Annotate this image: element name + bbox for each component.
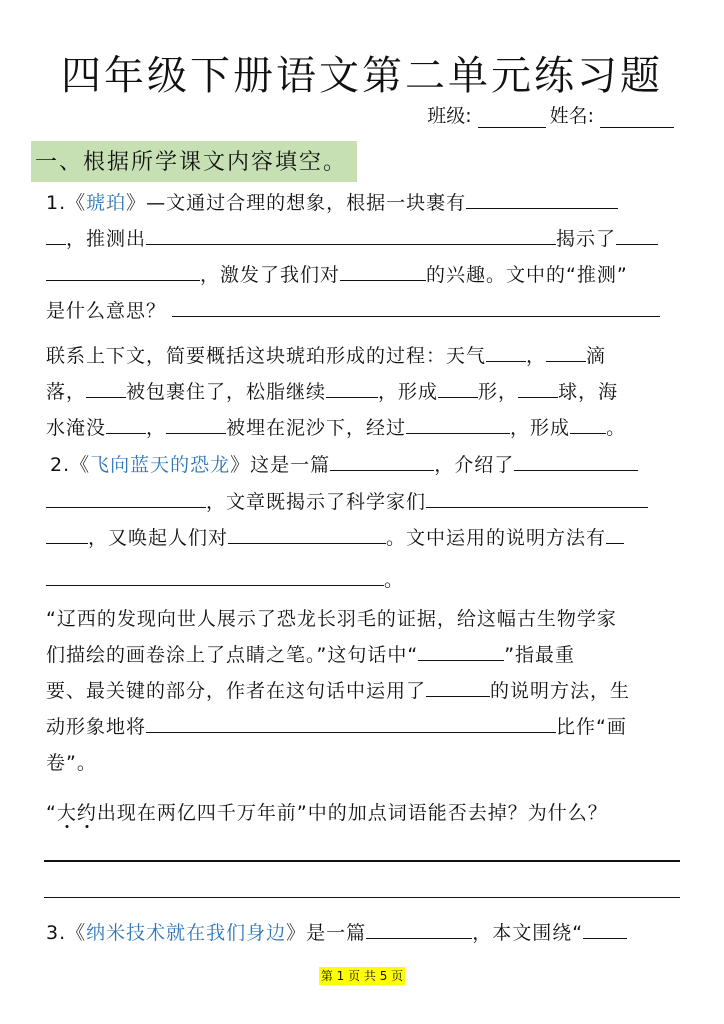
q1-text: 是什么意思？ xyxy=(46,300,167,322)
q2-line-2 xyxy=(46,484,682,520)
question-1-process xyxy=(46,338,682,446)
q2-text: ，介绍了 xyxy=(434,454,515,476)
q3-book-close: 》 xyxy=(286,922,307,944)
q1-text: ，激发了我们对 xyxy=(200,264,341,286)
q2-text: 要、最关键的部分，作者在这句话中运用了 xyxy=(46,680,427,702)
dotted-word: 大 xyxy=(56,802,77,824)
q1-text: ， xyxy=(526,345,547,367)
q2-book-close: 》 xyxy=(230,454,251,476)
q2-line-1 xyxy=(50,447,686,483)
blank[interactable] xyxy=(46,222,66,245)
q2-text: ，文章既揭示了科学家们 xyxy=(206,491,427,513)
blank[interactable] xyxy=(570,411,606,434)
q2-text: ，又唤起人们对 xyxy=(88,527,229,549)
blank[interactable] xyxy=(426,485,648,508)
q1-line-3 xyxy=(46,257,682,293)
blank[interactable] xyxy=(330,448,434,471)
q2-text: 比作“画 xyxy=(556,716,627,738)
class-name-fields xyxy=(427,101,678,128)
q1-text: 滴 xyxy=(586,345,607,367)
q2-text: 动形象地将 xyxy=(46,716,147,738)
q1-text: 的兴趣。文中的“推测” xyxy=(426,264,628,286)
q2-text: 们描绘的画卷涂上了点睛之笔。”这句话中“ xyxy=(46,644,419,666)
blank[interactable] xyxy=(46,521,88,544)
blank[interactable] xyxy=(518,375,558,398)
q2-book-title: 飞向蓝天的恐龙 xyxy=(90,454,231,476)
q2-text: 的说明方法，生 xyxy=(490,680,631,702)
blank[interactable] xyxy=(166,411,226,434)
page-title: 四年级下册语文第二单元练习题 xyxy=(61,53,663,99)
blank[interactable] xyxy=(146,222,556,245)
q2-quote-question xyxy=(46,601,682,781)
q1-process-line-2 xyxy=(46,374,682,410)
q2-dot-line xyxy=(46,795,682,831)
blank[interactable] xyxy=(616,222,658,245)
answer-line-2[interactable] xyxy=(44,897,680,898)
blank[interactable] xyxy=(583,916,627,939)
blank[interactable] xyxy=(106,411,146,434)
blank[interactable] xyxy=(46,485,206,508)
blank[interactable] xyxy=(146,710,556,733)
blank[interactable] xyxy=(418,638,504,661)
blank[interactable] xyxy=(228,521,386,544)
q1-book-close: 》 xyxy=(126,192,147,214)
blank[interactable] xyxy=(172,294,660,317)
blank[interactable] xyxy=(46,563,384,586)
blank[interactable] xyxy=(366,916,472,939)
question-1 xyxy=(46,185,682,329)
name-label: 姓名: xyxy=(549,105,594,127)
q2-line-4 xyxy=(46,562,682,598)
blank[interactable] xyxy=(340,258,426,281)
blank[interactable] xyxy=(514,448,638,471)
page-footer xyxy=(0,965,724,984)
q1-text: 落， xyxy=(46,381,87,403)
page-indicator: 第 1 页 共 5 页 xyxy=(320,969,404,983)
q3-number: 3.《 xyxy=(46,922,87,944)
q1-text: 水淹没 xyxy=(46,417,107,439)
blank[interactable] xyxy=(406,411,510,434)
q2-quote-line-5: 卷”。 xyxy=(46,752,97,774)
q2-line-3 xyxy=(46,520,682,556)
q1-number: 1.《 xyxy=(46,192,87,214)
q2-text: 这是一篇 xyxy=(250,454,331,476)
q2-dot-question xyxy=(46,795,682,831)
q1-text: 。 xyxy=(606,417,627,439)
q2-text: 出现在两亿四千万年前”中的加点词语能否去掉？为什么？ xyxy=(96,802,608,824)
q2-text: “ xyxy=(46,802,57,824)
name-blank[interactable] xyxy=(600,107,674,128)
q1-line-2 xyxy=(46,221,682,257)
q3-text: 是一篇 xyxy=(306,922,367,944)
q1-book-title: 琥珀 xyxy=(86,192,127,214)
q3-text: ，本文围绕“ xyxy=(472,922,584,944)
q1-process-line-1 xyxy=(46,338,682,374)
q2-quote-line-3 xyxy=(46,673,682,709)
q1-text: 球，海 xyxy=(558,381,619,403)
question-3 xyxy=(46,915,682,951)
q1-text: ， xyxy=(146,417,167,439)
blank[interactable] xyxy=(326,375,378,398)
q1-line-1 xyxy=(46,185,682,221)
q1-text: ，形成 xyxy=(378,381,439,403)
q2-text: 。 xyxy=(384,569,405,591)
q2-quote-line-1: “辽西的发现向世人展示了恐龙长羽毛的证据，给这幅古生物学家 xyxy=(46,608,617,630)
blank[interactable] xyxy=(426,674,490,697)
q1-text: ，推测出 xyxy=(66,228,147,250)
q1-process-line-3 xyxy=(46,410,682,446)
blank[interactable] xyxy=(46,258,200,281)
q2-quote-line-2 xyxy=(46,637,682,673)
q2-text: 。文中运用的说明方法有 xyxy=(386,527,607,549)
q1-text: 被包裹住了，松脂继续 xyxy=(126,381,327,403)
q3-line-1 xyxy=(46,915,682,951)
q1-text: —文通过合理的想象，根据一块裹有 xyxy=(146,192,467,214)
answer-line-1[interactable] xyxy=(44,860,680,862)
q1-text: 联系上下文，简要概括这块琥珀形成的过程：天气 xyxy=(46,345,487,367)
blank[interactable] xyxy=(606,521,624,544)
q1-text: 形， xyxy=(478,381,519,403)
question-2 xyxy=(50,447,686,483)
section-heading: 一、根据所学课文内容填空。 xyxy=(31,141,357,182)
q1-text: 被埋在泥沙下，经过 xyxy=(226,417,407,439)
blank[interactable] xyxy=(438,375,478,398)
blank[interactable] xyxy=(466,186,618,209)
dotted-word: 约 xyxy=(76,802,97,824)
class-blank[interactable] xyxy=(478,107,546,128)
question-2-cont xyxy=(46,484,682,598)
q2-text: ”指最重 xyxy=(504,644,576,666)
class-label: 班级: xyxy=(427,105,472,127)
q3-book-title: 纳米技术就在我们身边 xyxy=(86,922,287,944)
q1-text: ，形成 xyxy=(510,417,571,439)
blank[interactable] xyxy=(546,339,586,362)
q1-line-4 xyxy=(46,293,682,329)
q2-number: 2.《 xyxy=(50,454,91,476)
q1-text: 揭示了 xyxy=(556,228,617,250)
q2-quote-line-4 xyxy=(46,709,682,745)
blank[interactable] xyxy=(86,375,126,398)
blank[interactable] xyxy=(486,339,526,362)
